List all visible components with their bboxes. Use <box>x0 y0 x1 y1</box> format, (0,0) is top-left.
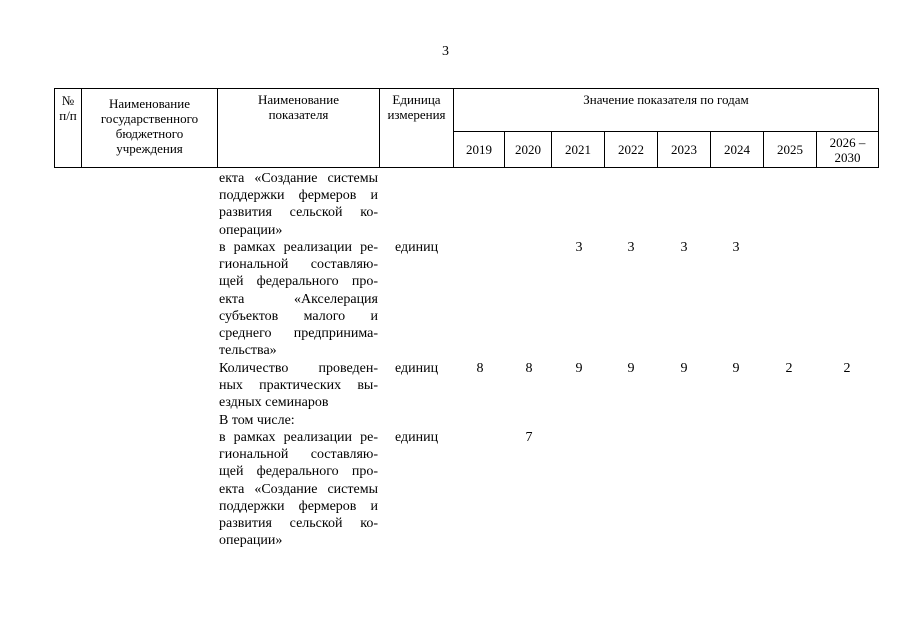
indicator-name-line: гиональной составляю- <box>219 447 378 463</box>
header-col-institution: Наименование государственного бюджетного учреждения <box>82 89 218 168</box>
header-year: 2022 <box>605 132 658 168</box>
value-cell: 3 <box>575 240 583 255</box>
indicator-name-line: операции» <box>219 533 283 549</box>
indicator-name-line: в рамках реализации ре- <box>219 430 378 445</box>
indicator-name-line: ездных семинаров <box>219 395 329 411</box>
indicator-name-line: поддержки фермеров и <box>219 498 378 514</box>
value-cell: 9 <box>627 361 635 376</box>
indicator-name-line: среднего предпринима- <box>219 326 378 342</box>
indicator-name-line: субъектов малого и <box>219 308 378 324</box>
indicator-name-line: поддержки фермеров и <box>219 188 378 204</box>
indicator-name-line: екта «Создание системы <box>219 171 378 186</box>
value-cell: 2 <box>843 361 851 376</box>
indicator-name <box>219 429 378 549</box>
indicator-name <box>219 412 378 429</box>
header-col-values: Значение показателя по годам <box>454 89 879 132</box>
table-header <box>54 88 879 168</box>
indicator-name-line: щей федерального про- <box>219 464 378 480</box>
value-cell: 9 <box>575 361 583 376</box>
value-cell: 3 <box>732 240 740 255</box>
indicator-name-line: операции» <box>219 222 283 238</box>
indicator-name <box>219 360 378 412</box>
unit-cell: единиц <box>395 240 439 255</box>
header-year: 2025 <box>764 132 817 168</box>
header-year: 2024 <box>711 132 764 168</box>
indicator-name-line: щей федерального про- <box>219 274 378 290</box>
header-col-indicator: Наименование показателя <box>218 89 380 168</box>
header-year: 2021 <box>552 132 605 168</box>
header-col-unit: Единица измерения <box>380 89 454 168</box>
unit-cell: единиц <box>395 430 439 445</box>
indicator-name-line: екта «Акселерация <box>219 291 378 307</box>
value-cell: 8 <box>476 361 484 376</box>
unit-cell: единиц <box>395 361 439 376</box>
header-year: 2019 <box>454 132 505 168</box>
indicator-name <box>219 239 378 359</box>
header-year: 2023 <box>658 132 711 168</box>
value-cell: 8 <box>525 361 533 376</box>
indicator-name-line: развития сельской ко- <box>219 205 378 221</box>
indicator-name-line: Количество проведен- <box>219 361 378 376</box>
indicator-name-line: развития сельской ко- <box>219 516 378 532</box>
value-cell: 3 <box>627 240 635 255</box>
indicator-name-line: В том числе: <box>219 413 295 428</box>
header-year: 2020 <box>505 132 552 168</box>
indicator-name-line: ных практических вы- <box>219 378 378 394</box>
header-year: 2026 – 2030 <box>817 132 879 168</box>
indicator-name-line: в рамках реализации ре- <box>219 240 378 255</box>
indicator-name-line: екта «Создание системы <box>219 481 378 497</box>
header-col-number: № п/п <box>55 89 82 168</box>
value-cell: 2 <box>785 361 793 376</box>
page-number: 3 <box>442 44 449 59</box>
value-cell: 9 <box>732 361 740 376</box>
value-cell: 7 <box>525 430 533 445</box>
value-cell: 3 <box>680 240 688 255</box>
indicator-name-line: тельства» <box>219 343 277 359</box>
indicator-name-line: гиональной составляю- <box>219 257 378 273</box>
indicator-name <box>219 170 378 239</box>
value-cell: 9 <box>680 361 688 376</box>
